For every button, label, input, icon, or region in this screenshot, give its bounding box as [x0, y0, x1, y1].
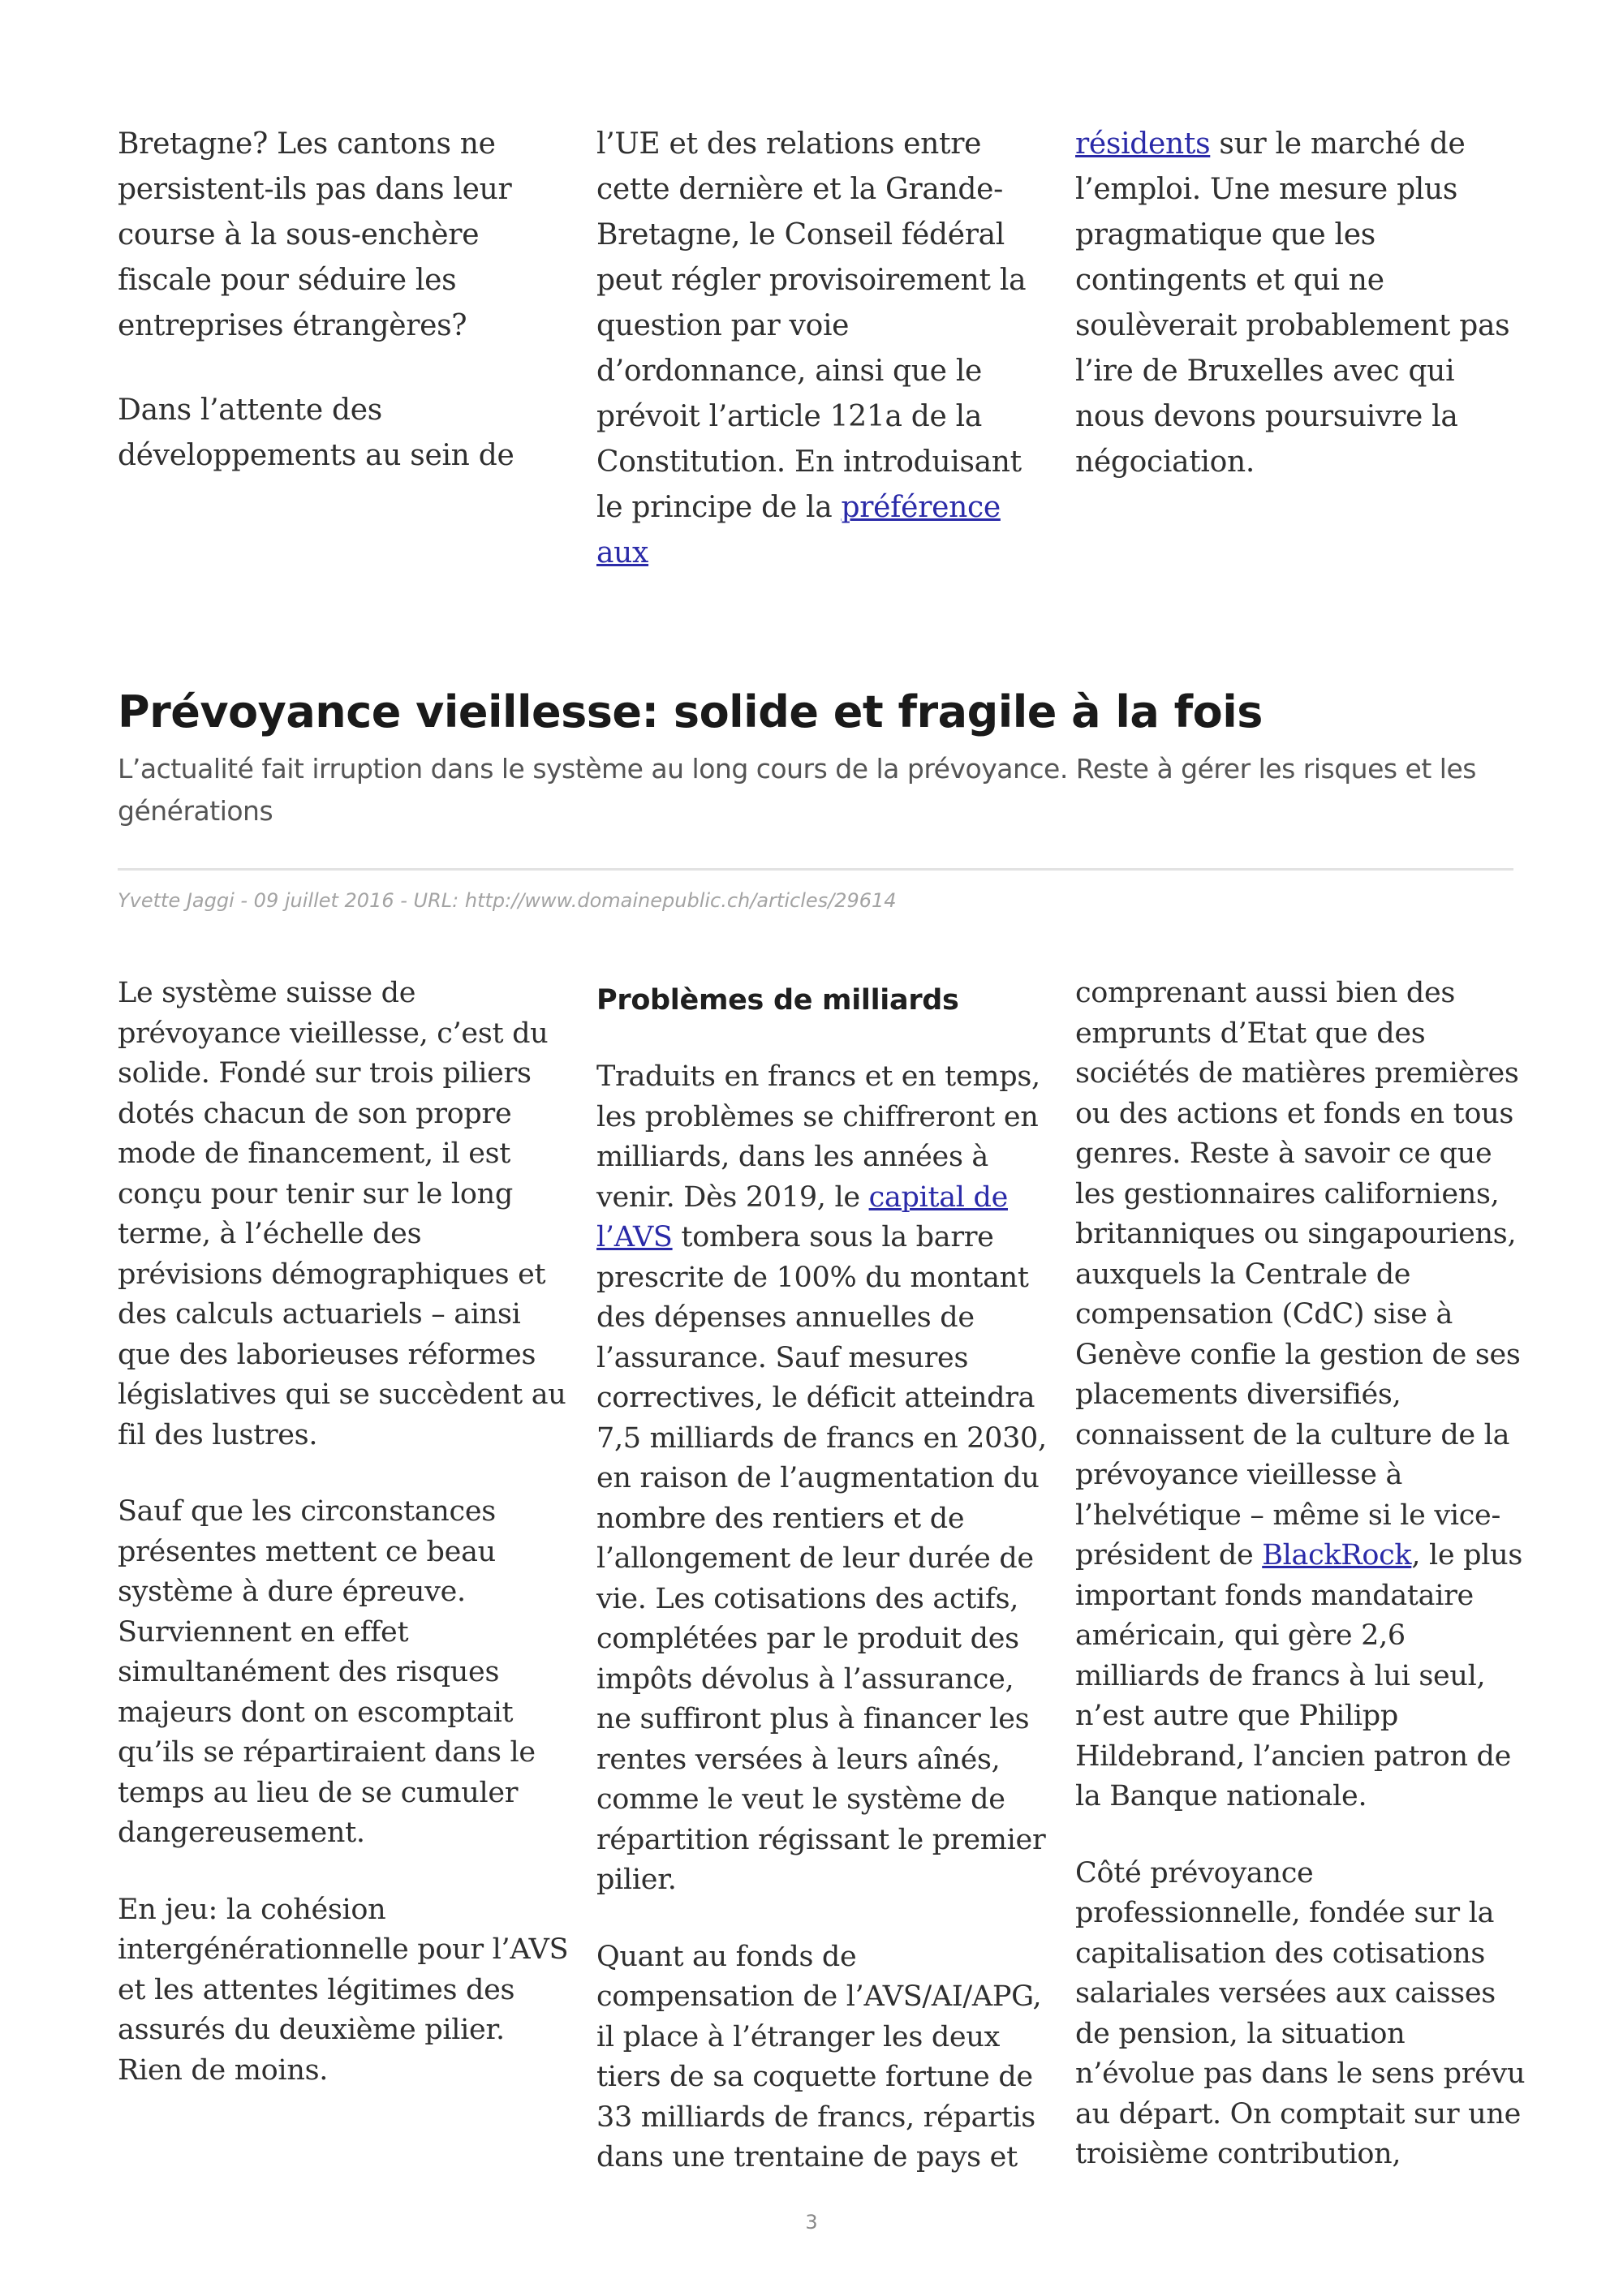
article-lead: L’actualité fait irruption dans le système au long cours de la prévoyance. Reste à gérer les risques et les générations [118, 753, 1476, 827]
paragraph [1075, 974, 1530, 1817]
article-column-1 [118, 974, 572, 2127]
prev-article-column-2 [596, 122, 1051, 576]
paragraph-text: comprenant aussi bien des emprunts d’Etat que des sociétés de matières premières ou des actions et fonds en tous genres. Reste à savoir ce que les gestionnaires californiens, britanniques ou singapouriens, auxquels la Centrale de compensation (CdC) sise à Genève confie la gestion de ses placements diversifiés, connaissent de la culture de la prévoyance vieillesse à l’helvétique – même si le vice-président de [1075, 977, 1521, 1572]
section-subheading: Problèmes de milliards [596, 984, 959, 1017]
paragraph: En jeu: la cohésion intergénérationnelle pour l’AVS et les attentes légitimes des assurés du deuxième pilier. Rien de moins. [118, 1893, 569, 2087]
article-column-3 [1075, 974, 1530, 2212]
prev-article-column-1 [118, 122, 572, 479]
paragraph-text: , le plus important fonds mandataire américain, qui gère 2,6 milliards de francs à lui seul, n’est autre que Philipp Hildebrand, l’ancien patron de la Banque nationale. [1075, 1539, 1523, 1812]
prev-article-column-3 [1075, 122, 1530, 485]
article-byline: Yvette Jaggi - 09 juillet 2016 - URL: http://www.domainepublic.ch/articles/29614 [118, 889, 897, 912]
paragraph [596, 1057, 1051, 1901]
page-number: 3 [805, 2211, 818, 2234]
paragraph-text: sur le marché de l’emploi. Une mesure plus pragmatique que les contingents et qui ne soulèverait probablement pas l’ire de Bruxelles avec qui nous devons poursuivre la négociation. [1075, 127, 1510, 479]
article-title: Prévoyance vieillesse: solide et fragile à la fois [118, 686, 1263, 737]
paragraph: Le système suisse de prévoyance vieillesse, c’est du solide. Fondé sur trois piliers dotés chacun de son propre mode de financement, il est conçu pour tenir sur le long terme, à l’échelle des prévisions démographiques et des calculs actuariels – ainsi que des laborieuses réformes législatives qui se succèdent au fil des lustres. [118, 977, 566, 1451]
link-preference-aux-residents[interactable]: préférence aux [596, 491, 1001, 570]
paragraph-text: tombera sous la barre prescrite de 100% du montant des dépenses annuelles de l’assurance. Sauf mesures correctives, le déficit atteindra 7,5 milliards de francs en 2030, en raison de l’augmentation du nombre des rentiers et de l’allongement de leur durée de vie. Les cotisations des actifs, complétées par le produit des impôts dévolus à l’assurance, ne suffiront plus à financer les rentes versées à leurs aînés, comme le veut le système de répartition régissant le premier pilier. [596, 1221, 1047, 1896]
paragraph: Quant au fonds de compensation de l’AVS/AI/APG, il place à l’étranger les deux tiers de sa coquette fortune de 33 milliards de francs, répartis dans une trentaine de pays et [596, 1940, 1042, 2173]
paragraph: Bretagne? Les cantons ne persistent-ils pas dans leur course à la sous-enchère fiscale pour séduire les entreprises étrangères? [118, 127, 512, 342]
article-column-2 [596, 974, 1051, 2215]
paragraph [596, 122, 1051, 576]
paragraph-text: Traduits en francs et en temps, les problèmes se chiffreront en milliards, dans les années à venir. Dès 2019, le [596, 1060, 1040, 1214]
divider [118, 868, 1513, 871]
link-capital-avs[interactable]: capital de l’AVS [596, 1180, 1009, 1253]
paragraph: Dans l’attente des développements au sein de [118, 393, 514, 472]
paragraph: Côté prévoyance professionnelle, fondée sur la capitalisation des cotisations salariales versées aux caisses de pension, la situation n’évolue pas dans le sens prévu au départ. On comptait sur une troisième contribution, [1075, 1856, 1526, 2170]
link-residents[interactable]: résidents [1075, 127, 1211, 161]
paragraph: Sauf que les circonstances présentes mettent ce beau système à dure épreuve. Surviennent en effet simultanément des risques majeurs dont on escomptait qu’ils se répartiraient dans le temps au lieu de se cumuler dangereusement. [118, 1495, 536, 1849]
link-blackrock[interactable]: BlackRock [1262, 1539, 1412, 1572]
paragraph [1075, 122, 1530, 485]
paragraph-text: l’UE et des relations entre cette dernière et la Grande-Bretagne, le Conseil fédéral peut régler provisoirement la question par voie d’ordonnance, ainsi que le prévoit l’article 121a de la Constitution. En introduisant le principe de la [596, 127, 1027, 524]
